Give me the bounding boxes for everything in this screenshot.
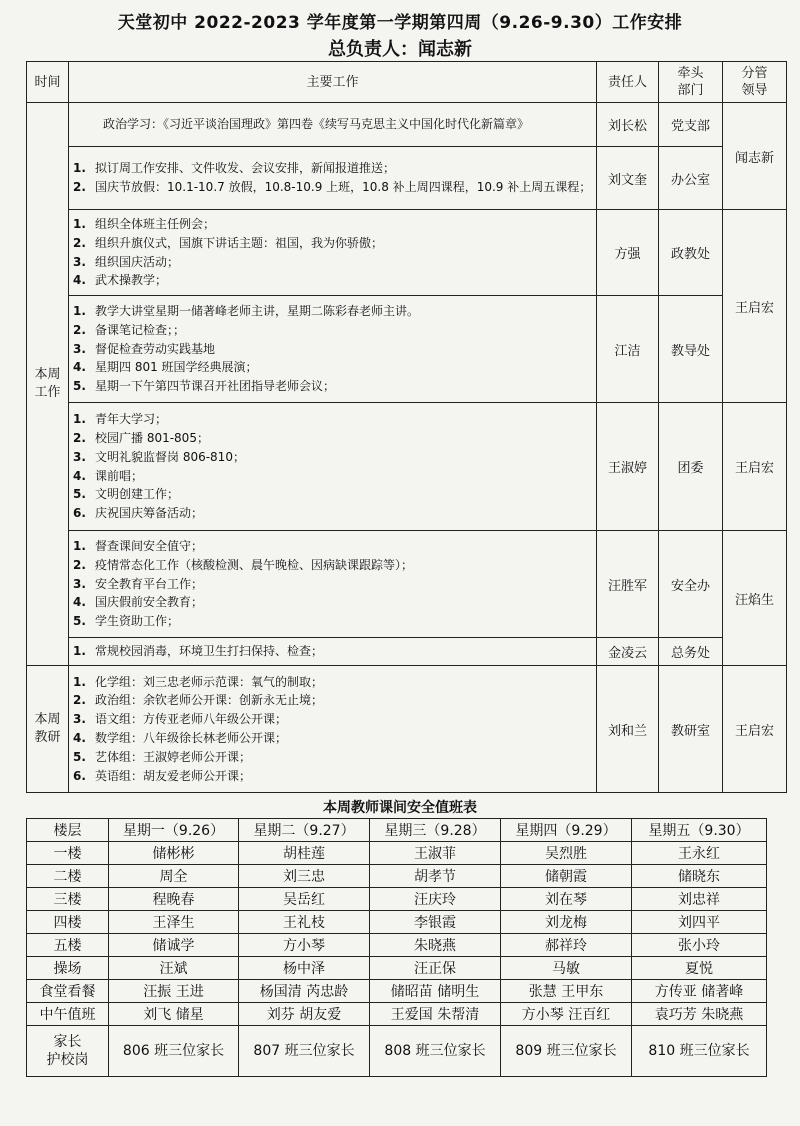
leader-cell: 王启宏 bbox=[723, 210, 787, 403]
duty-cell: 王泽生 bbox=[109, 911, 239, 934]
list-item: 4. 星期四 801 班国学经典展演； bbox=[73, 360, 258, 375]
dept-cell: 教导处 bbox=[659, 296, 723, 403]
work-cell bbox=[69, 210, 597, 296]
duty-cell: 储诚学 bbox=[109, 934, 239, 957]
table-row bbox=[27, 638, 787, 666]
duty-cell: 储昭苗 储明生 bbox=[370, 980, 501, 1003]
duty-header-cell: 星期一（9.26） bbox=[109, 819, 239, 842]
duty-cell: 马敏 bbox=[501, 957, 632, 980]
person-cell: 刘文奎 bbox=[597, 147, 659, 210]
list-item: 2. 国庆节放假：10.1-10.7 放假，10.8-10.9 上班，10.8 补上周四课程，10.9 补上周五课程； bbox=[73, 180, 592, 194]
header-dept: 牵头 部门 bbox=[659, 62, 723, 103]
dept-cell: 政教处 bbox=[659, 210, 723, 296]
list-item: 2. 疫情常态化工作（核酸检测、晨午晚检、因病缺课跟踪等）； bbox=[73, 557, 414, 572]
work-cell bbox=[69, 531, 597, 638]
duty-cell: 810 班三位家长 bbox=[632, 1026, 767, 1077]
duty-cell: 程晚春 bbox=[109, 888, 239, 911]
duty-header-cell: 楼层 bbox=[27, 819, 109, 842]
header-time: 时间 bbox=[27, 62, 69, 103]
duty-cell: 808 班三位家长 bbox=[370, 1026, 501, 1077]
list-item: 1. 青年大学习； bbox=[73, 412, 168, 427]
duty-cell: 王礼枝 bbox=[239, 911, 370, 934]
duty-cell: 周全 bbox=[109, 865, 239, 888]
duty-cell: 方小琴 bbox=[239, 934, 370, 957]
leader-cell: 汪焰生 bbox=[723, 531, 787, 666]
list-item: 3. 组织国庆活动； bbox=[73, 254, 180, 269]
duty-cell: 刘四平 bbox=[632, 911, 767, 934]
list-item: 5. 艺体组：王淑婷老师公开课； bbox=[73, 749, 252, 764]
dept-cell: 办公室 bbox=[659, 147, 723, 210]
person-cell: 王淑婷 bbox=[597, 403, 659, 531]
parent-duty-label: 家长 护校岗 bbox=[27, 1026, 109, 1077]
duty-cell: 五楼 bbox=[27, 934, 109, 957]
duty-cell: 袁巧芳 朱晓燕 bbox=[632, 1003, 767, 1026]
duty-row bbox=[27, 957, 767, 980]
dept-cell: 安全办 bbox=[659, 531, 723, 638]
dept-cell: 团委 bbox=[659, 403, 723, 531]
dept-cell: 党支部 bbox=[659, 103, 723, 147]
list-item: 2. 组织升旗仪式，国旗下讲话主题：祖国，我为你骄傲； bbox=[73, 235, 384, 250]
list-item: 2. 校园广播 801-805； bbox=[73, 430, 209, 445]
duty-cell: 郝祥玲 bbox=[501, 934, 632, 957]
person-cell: 刘长松 bbox=[597, 103, 659, 147]
duty-cell: 李银霞 bbox=[370, 911, 501, 934]
duty-header-cell: 星期三（9.28） bbox=[370, 819, 501, 842]
list-item: 1. 教学大讲堂星期一储著峰老师主讲，星期二陈彩春老师主讲。 bbox=[73, 304, 420, 318]
person-cell: 刘和兰 bbox=[597, 666, 659, 793]
list-item: 政治学习：《习近平谈治国理政》第四卷《续写马克思主义中国化时代化新篇章》 bbox=[103, 117, 530, 132]
duty-cell: 夏悦 bbox=[632, 957, 767, 980]
duty-table bbox=[26, 818, 767, 1077]
person-cell: 金凌云 bbox=[597, 638, 659, 666]
list-item: 1. 督查课间安全值守； bbox=[73, 539, 204, 553]
list-item: 3. 语文组：方传亚老师八年级公开课； bbox=[73, 712, 288, 727]
duty-cell: 朱晓燕 bbox=[370, 934, 501, 957]
duty-cell: 吴岳红 bbox=[239, 888, 370, 911]
person-cell: 方强 bbox=[597, 210, 659, 296]
duty-cell: 方小琴 汪百红 bbox=[501, 1003, 632, 1026]
duty-cell: 吴烈胜 bbox=[501, 842, 632, 865]
duty-row bbox=[27, 934, 767, 957]
duty-header-cell: 星期四（9.29） bbox=[501, 819, 632, 842]
duty-cell: 王爱国 朱帮清 bbox=[370, 1003, 501, 1026]
leader-cell: 闻志新 bbox=[723, 103, 787, 210]
duty-cell: 食堂看餐 bbox=[27, 980, 109, 1003]
duty-row bbox=[27, 1003, 767, 1026]
duty-cell: 二楼 bbox=[27, 865, 109, 888]
list-item: 1. 拟订周工作安排、文件收发、会议安排，新闻报道推送； bbox=[73, 161, 396, 176]
header-leader: 分管 领导 bbox=[723, 62, 787, 103]
duty-cell: 储朝霞 bbox=[501, 865, 632, 888]
duty-row bbox=[27, 888, 767, 911]
list-item: 1. 常规校园消毒，环境卫生打扫保持、检查； bbox=[73, 644, 324, 659]
list-item: 6. 庆祝国庆筹备活动； bbox=[73, 506, 204, 521]
work-cell bbox=[69, 666, 597, 793]
table-row bbox=[27, 103, 787, 147]
duty-cell: 汪振 王进 bbox=[109, 980, 239, 1003]
duty-cell: 胡孝节 bbox=[370, 865, 501, 888]
table-row bbox=[27, 147, 787, 210]
page-title: 天堂初中 2022-2023 学年度第一学期第四周（9.26-9.30）工作安排 bbox=[117, 13, 683, 33]
duty-cell: 三楼 bbox=[27, 888, 109, 911]
duty-cell: 操场 bbox=[27, 957, 109, 980]
work-cell bbox=[69, 103, 597, 147]
work-cell bbox=[69, 147, 597, 210]
duty-table-title: 本周教师课间安全值班表 bbox=[323, 800, 477, 816]
duty-cell: 809 班三位家长 bbox=[501, 1026, 632, 1077]
duty-cell: 汪斌 bbox=[109, 957, 239, 980]
list-item: 6. 英语组：胡友爱老师公开课； bbox=[73, 768, 252, 783]
duty-cell: 储晓东 bbox=[632, 865, 767, 888]
list-item: 5. 星期一下午第四节课召开社团指导老师会议； bbox=[73, 379, 336, 394]
duty-cell: 刘飞 储星 bbox=[109, 1003, 239, 1026]
work-cell bbox=[69, 403, 597, 531]
duty-cell: 中午值班 bbox=[27, 1003, 109, 1026]
duty-cell: 张小玲 bbox=[632, 934, 767, 957]
week-research-label: 本周 教研 bbox=[27, 666, 69, 793]
duty-cell: 807 班三位家长 bbox=[239, 1026, 370, 1077]
dept-cell: 教研室 bbox=[659, 666, 723, 793]
list-item: 3. 文明礼貌监督岗 806-810； bbox=[73, 449, 245, 464]
duty-cell: 刘三忠 bbox=[239, 865, 370, 888]
duty-cell: 张慧 王甲东 bbox=[501, 980, 632, 1003]
duty-cell: 储彬彬 bbox=[109, 842, 239, 865]
duty-cell: 806 班三位家长 bbox=[109, 1026, 239, 1077]
list-item: 5. 学生资助工作； bbox=[73, 614, 180, 629]
duty-row bbox=[27, 842, 767, 865]
duty-cell: 汪正保 bbox=[370, 957, 501, 980]
duty-cell: 方传亚 储著峰 bbox=[632, 980, 767, 1003]
list-item: 3. 督促检查劳动实践基地 bbox=[73, 341, 216, 356]
list-item: 1. 化学组：刘三忠老师示范课：氧气的制取； bbox=[73, 674, 324, 689]
list-item: 2. 备课笔记检查；； bbox=[73, 322, 186, 337]
week-work-label: 本周 工作 bbox=[27, 103, 69, 666]
duty-row bbox=[27, 980, 767, 1003]
person-cell: 汪胜军 bbox=[597, 531, 659, 638]
list-item: 2. 政治组：余钦老师公开课：创新永无止境； bbox=[73, 693, 324, 708]
duty-cell: 刘在琴 bbox=[501, 888, 632, 911]
leader-cell: 王启宏 bbox=[723, 666, 787, 793]
duty-cell: 杨国清 芮忠龄 bbox=[239, 980, 370, 1003]
work-cell bbox=[69, 296, 597, 403]
duty-row bbox=[27, 911, 767, 934]
list-item: 1. 组织全体班主任例会； bbox=[73, 216, 216, 231]
duty-cell: 刘芬 胡友爱 bbox=[239, 1003, 370, 1026]
header-person: 责任人 bbox=[597, 62, 659, 103]
list-item: 3. 安全教育平台工作； bbox=[73, 576, 204, 591]
list-item: 4. 数学组：八年级徐长林老师公开课； bbox=[73, 731, 288, 745]
list-item: 4. 课前唱； bbox=[73, 468, 144, 483]
duty-cell: 刘忠祥 bbox=[632, 888, 767, 911]
duty-cell: 胡桂莲 bbox=[239, 842, 370, 865]
page-subtitle: 总负责人：闻志新 bbox=[328, 39, 472, 60]
parent-duty-row bbox=[27, 1026, 767, 1077]
duty-cell: 王永红 bbox=[632, 842, 767, 865]
duty-header-cell: 星期二（9.27） bbox=[239, 819, 370, 842]
table-row bbox=[27, 403, 787, 531]
duty-header-row bbox=[27, 819, 767, 842]
dept-cell: 总务处 bbox=[659, 638, 723, 666]
table-row bbox=[27, 210, 787, 296]
work-cell bbox=[69, 638, 597, 666]
table-row bbox=[27, 531, 787, 638]
duty-cell: 王淑菲 bbox=[370, 842, 501, 865]
leader-cell: 王启宏 bbox=[723, 403, 787, 531]
person-cell: 江洁 bbox=[597, 296, 659, 403]
list-item: 4. 国庆假前安全教育； bbox=[73, 595, 204, 610]
table-row bbox=[27, 666, 787, 793]
table-row bbox=[27, 296, 787, 403]
work-plan-table bbox=[26, 61, 787, 793]
duty-header-cell: 星期五（9.30） bbox=[632, 819, 767, 842]
plan-header-row bbox=[27, 62, 787, 103]
duty-cell: 汪庆玲 bbox=[370, 888, 501, 911]
duty-cell: 四楼 bbox=[27, 911, 109, 934]
header-work: 主要工作 bbox=[69, 62, 597, 103]
duty-cell: 刘龙梅 bbox=[501, 911, 632, 934]
duty-row bbox=[27, 865, 767, 888]
list-item: 4. 武术操教学； bbox=[73, 273, 168, 288]
list-item: 5. 文明创建工作； bbox=[73, 487, 180, 502]
duty-cell: 杨中泽 bbox=[239, 957, 370, 980]
duty-cell: 一楼 bbox=[27, 842, 109, 865]
